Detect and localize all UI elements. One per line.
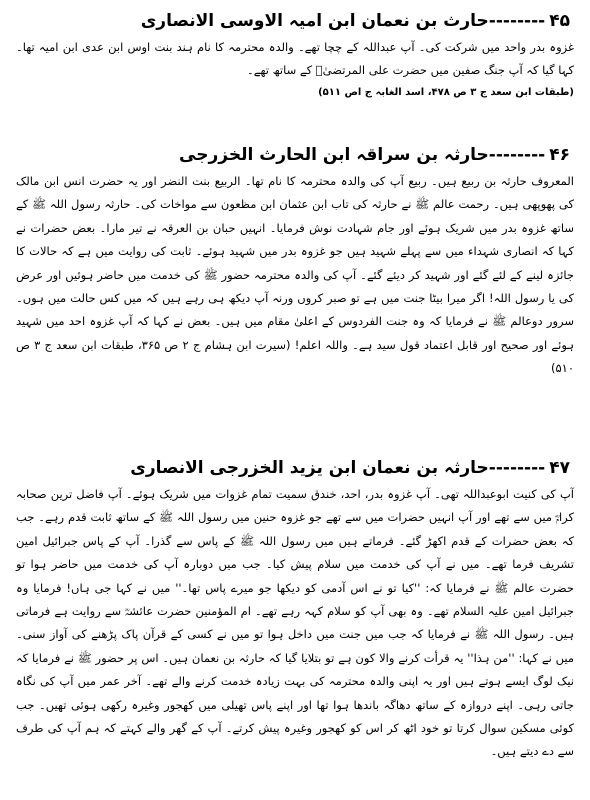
entry-title: حارث بن نعمان ابن امیہ الاوسی الانصاری [140, 11, 489, 31]
entry-body [14, 170, 576, 381]
entry-45 [14, 6, 576, 103]
entry-reference: (سیرت ابن ہشام ج ۲ ص ۳۶۵، طبقات ابن سعد ج ۳ ص ۵۱۰) [16, 337, 574, 376]
entry-number: ۴۷ [549, 458, 570, 478]
entry-heading [14, 453, 576, 483]
entry-title: حارثہ بن سراقہ ابن الحارث الخزرجی [179, 145, 489, 165]
heading-dash: -------- [488, 11, 546, 31]
entry-47 [14, 453, 576, 764]
entry-reference: (طبقات ابن سعد ج ۳ ص ۴۷۸، اسد الغابہ ج اص ۵۱۱) [318, 86, 574, 98]
entry-number: ۴۶ [549, 145, 570, 165]
entry-body-text: المعروف حارثہ بن ربیع ہیں۔ ربیع آپ کی والدہ محترمہ کا نام تھا۔ الربیع بنت النضر اور یہ حضرت انس ابن مالک کی پھوپھی ہیں۔ رحمت عالم ﷺ نے حارثہ کی تاب ابن عثمان ابن مظعون سے مواخات کی۔ حارثہ رسول اللہ ﷺ کے ساتھ غزوہ بدر میں شریک ہوئے اور جام شہادت نوش فرمایا۔ انہیں حبان بن العرقہ نے تیر مارا۔ بعض حضرات نے کہا کہ انصاری شہداء میں سے پہلے شہید ہیں جو غزوہ بدر میں شہید ہوئے۔ ثابت کی روایت میں ہے کہ حالات کا جائزہ لینے کے لئے گئے اور شہید کر دیئے گئے۔ آپ کی والدہ محترمہ حضور ﷺ کی خدمت میں حاضر ہوئیں اور عرض کی یا رسول اللہ! اگر میرا بیٹا جنت میں ہے تو صبر کروں ورنہ آپ دیکھ ہی رہے ہیں کہ میں کس حالت میں ہوں۔ سرور دوعالم ﷺ نے فرمایا کہ وہ جنت الفردوس کے اعلیٰ مقام میں ہیں۔ بعض نے کہا کہ آپ غزوہ احد میں شہید ہوئے اور صحیح اور قابل اعتماد قول سید ہے۔ واللہ اعلم! [16, 174, 575, 352]
entry-heading [14, 6, 576, 36]
heading-dash: -------- [488, 458, 546, 478]
entry-title: حارثہ بن نعمان ابن یزید الخزرجی الانصاری [130, 458, 489, 478]
entry-number: ۴۵ [549, 11, 570, 31]
entry-body: آپ کی کنیت ابوعبداللہ تھی۔ آپ غزوہ بدر، احد، خندق سمیت تمام غزوات میں شریک ہوئے۔ آپ فاضل ترین صحابہ کرامؓ میں سے تھے اور آپ انہیں حضرات میں سے تھے جو غزوہ حنین میں رسول اللہ ﷺ کے ساتھ ثابت قدم رہے۔ جب کہ بعض حضرات کے قدم اکھڑ گئے۔ فرماتے ہیں میں رسول اللہ ﷺ کے پاس سے گذرا۔ آپ کے پاس جبرائیل امین تشریف فرما تھے۔ میں نے آپ کی خدمت میں سلام پیش کیا۔ جب میں دوبارہ آپ کی خدمت میں حاضر ہوا تو حضرت عالم ﷺ نے فرمایا کہ: ''کیا تو نے اس آدمی کو دیکھا جو میرے پاس تھا۔'' میں نے کہا جی ہاں! فرمایا وہ جبرائیل امین علیہ السلام تھے۔ وہ بھی آپ کو سلام کہہ رہے تھے۔ ام المؤمنین حضرت عائشہؓ سے روایت ہے فرماتی ہیں۔ رسول اللہ ﷺ نے فرمایا کہ جب میں جنت میں داخل ہوا تو میں نے کسی کے قرآن پاک پڑھنے کی آواز سنی۔ میں نے کہا: ''من ہذا'' یہ قرأت کرنے والا کون ہے تو بتلایا گیا کہ حارثہ بن نعمان ہیں۔ اس پر حضور ﷺ نے فرمایا کہ نیک لوگ ایسے ہوتے ہیں اور یہ اپنی والدہ محترمہ کی بہت زیادہ خدمت کرنے والے تھے۔ آخر عمر میں آپ کی نگاہ جاتی رہی۔ اپنے دروازہ کے ساتھ دھاگہ باندھا ہوا تھا اور اپنے پاس تھیلی میں کھجور وغیرہ رکھی ہوئی تھیں۔ جب کوئی مسکین سوال کرتا تو خود اٹھ کر اس کو کھجور وغیرہ پیش کرتے۔ آپ کے گھر والے کہتے کہ ہم آپ کی طرف سے دے دیتے ہیں۔ [16, 487, 574, 759]
entry-body: غزوہ بدر واحد میں شرکت کی۔ آپ عبداللہ کے چچا تھے۔ والدہ محترمہ کا نام ہند بنت اوس ابن عدی ابن امیہ تھا۔ کہا گیا کہ آپ جنگ صفین میں حضرت علی المرتضیٰؓ کے ساتھ تھے۔ [16, 40, 574, 78]
entry-46 [14, 140, 576, 381]
heading-dash: -------- [488, 145, 546, 165]
entry-heading [14, 140, 576, 170]
